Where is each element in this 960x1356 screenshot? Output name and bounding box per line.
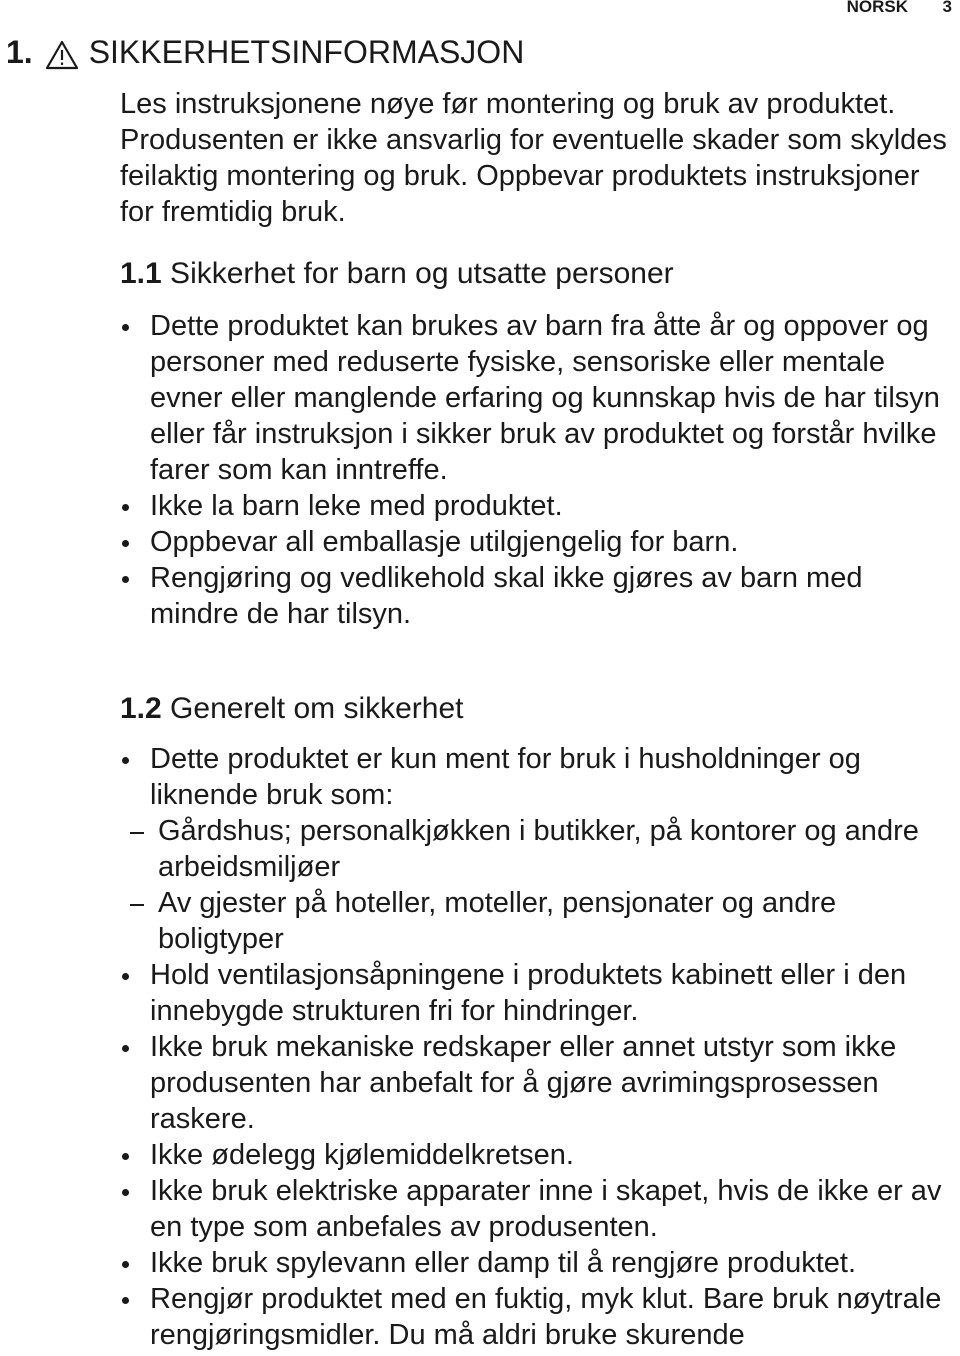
subsection-number: 1.2 [120,692,162,725]
list-item: Ikke ødelegg kjølemiddelkretsen. [120,1137,950,1173]
page-number: 3 [942,0,952,16]
subsection-heading-1-1 [120,254,674,294]
intro-text: Les instruksjonene nøye før montering og bruk av produktet. Produsenten er ikke ansvarlig for eventuelle skader som skyldes feilaktig montering og bruk. Oppbevar produktets instruksjoner for fremtidig bruk. [120,88,947,228]
list-item: Ikke la barn leke med produktet. [120,488,950,524]
section-title: SIKKERHETSINFORMASJON [88,34,525,70]
general-safety-list [120,741,950,1353]
page-header [660,0,960,20]
warning-triangle-icon [45,37,79,67]
list-item: Ikke bruk elektriske apparater inne i skapet, hvis de ikke er av en type som anbefales av produsenten. [120,1173,950,1245]
list-item: Rengjør produktet med en fuktig, myk klut. Bare bruk nøytrale rengjøringsmidler. Du må aldri bruke skurende [120,1281,950,1353]
list-item: Rengjøring og vedlikehold skal ikke gjøres av barn med mindre de har tilsyn. [120,560,950,632]
list-item: Oppbevar all emballasje utilgjengelig for barn. [120,524,950,560]
language-label: NORSK [846,0,908,16]
list-item-text: Dette produktet er kun ment for bruk i husholdninger og liknende bruk som: [150,743,861,811]
usage-sublist [120,813,950,957]
sublist-item: Av gjester på hoteller, moteller, pensjonater og andre boligtyper [120,885,950,957]
subsection-title: Generelt om sikkerhet [161,692,464,725]
list-item [120,741,950,957]
section-heading [6,30,524,74]
subsection-title: Sikkerhet for barn og utsatte personer [161,257,674,290]
sublist-item: Gårdshus; personalkjøkken i butikker, på kontorer og andre arbeidsmiljøer [120,813,950,885]
list-item: Ikke bruk mekaniske redskaper eller annet utstyr som ikke produsenten har anbefalt for å gjøre avrimingsprosessen raskere. [120,1029,950,1137]
list-item: Ikke bruk spylevann eller damp til å rengjøre produktet. [120,1245,950,1281]
subsection-heading-1-2 [120,689,464,729]
section-number: 1. [6,34,33,70]
list-item: Dette produktet kan brukes av barn fra åtte år og oppover og personer med reduserte fysiske, sensoriske eller mentale evner eller manglende erfaring og kunnskap hvis de har tilsyn eller får instruksjon i sikker bruk av produktet og forstår hvilke farer som kan inntreffe. [120,308,950,488]
subsection-number: 1.1 [120,257,162,290]
list-item: Hold ventilasjonsåpningene i produktets kabinett eller i den innebygde strukturen fri for hindringer. [120,957,950,1029]
child-safety-list [120,308,950,632]
intro-paragraph [120,86,950,230]
